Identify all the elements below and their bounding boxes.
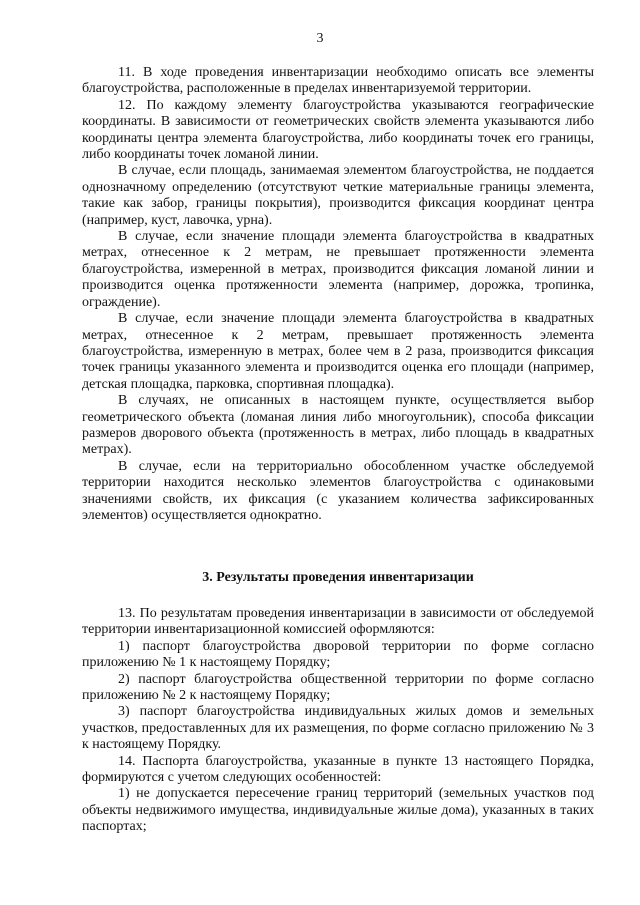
list-item-public-passport: 2) паспорт благоустройства общественной территории по форме согласно приложению № 2 к настоящему Порядку; [82, 671, 594, 704]
paragraph-item-14: 14. Паспорта благоустройства, указанные в пункте 13 настоящего Порядка, формируются с учетом следующих особенностей: [82, 753, 594, 786]
paragraph-item-13: 13. По результатам проведения инвентаризации в зависимости от обследуемой территории инвентаризационной комиссией оформляются: [82, 606, 594, 638]
paragraph-identical-elements: В случае, если на территориально обособленном участке обследуемой территории находится несколько элементов благоустройства с одинаковыми значениями свойств, их фиксация (с указанием количества зафиксированных элементов) осуществляется однократно. [82, 458, 594, 523]
list-item-no-overlap: 1) не допускается пересечение границ территорий (земельных участков под объекты недвижимого имущества, индивидуальные жилые дома), указанных в таких паспортах; [82, 786, 594, 835]
paragraph-item-11: 11. В ходе проведения инвентаризации необходимо описать все элементы благоустройства, расположенные в пределах инвентаризуемой территории. [82, 65, 594, 97]
paragraph-other-cases: В случаях, не описанных в настоящем пункте, осуществляется выбор геометрического объекта (ломаная линия либо многоугольник), способа фиксации размеров дворового объекта (протяженность в метрах, либо площадь в квадратных метрах). [82, 393, 594, 458]
section-three-text [82, 606, 594, 836]
section-one-text [82, 65, 594, 524]
page-number: 3 [316, 31, 324, 46]
paragraph-polyline: В случае, если значение площади элемента благоустройства в квадратных метрах, отнесенное к 2 метрам, не превышает протяженности элемента благоустройства, измеренной в метрах, производится фиксация ломаной линии и производится оценка протяженности элемента (например, дорожка, тропинка, ограждение). [82, 229, 594, 310]
list-item-houses-passport: 3) паспорт благоустройства индивидуальных жилых домов и земельных участков, предоставленных для их размещения, по форме согласно приложению № 3 к настоящему Порядку. [82, 704, 594, 753]
list-item-yard-passport: 1) паспорт благоустройства дворовой территории по форме согласно приложению № 1 к настоящему Порядку; [82, 638, 594, 671]
paragraph-center-coordinates: В случае, если площадь, занимаемая элементом благоустройства, не поддается однозначному определению (отсутствуют четкие материальные границы элемента, такие как забор, границы покрытия), производится фиксация координат центра (например, куст, лавочка, урна). [82, 163, 594, 228]
section-heading: 3. Результаты проведения инвентаризации [202, 570, 474, 585]
paragraph-item-12: 12. По каждому элементу благоустройства указываются географические координаты. В зависимости от геометрических свойств элемента указываются либо координаты центра элемента благоустройства, либо координаты точек его границы, либо координаты точек ломаной линии. [82, 97, 594, 163]
paragraph-boundary-points: В случае, если значение площади элемента благоустройства в квадратных метрах, отнесенное к 2 метрам, превышает протяженность элемента благоустройства, измеренную в метрах, более чем в 2 раза, производится фиксация точек границы указанного элемента и производится оценка его площади (например, детская площадка, парковка, спортивная площадка). [82, 311, 594, 392]
